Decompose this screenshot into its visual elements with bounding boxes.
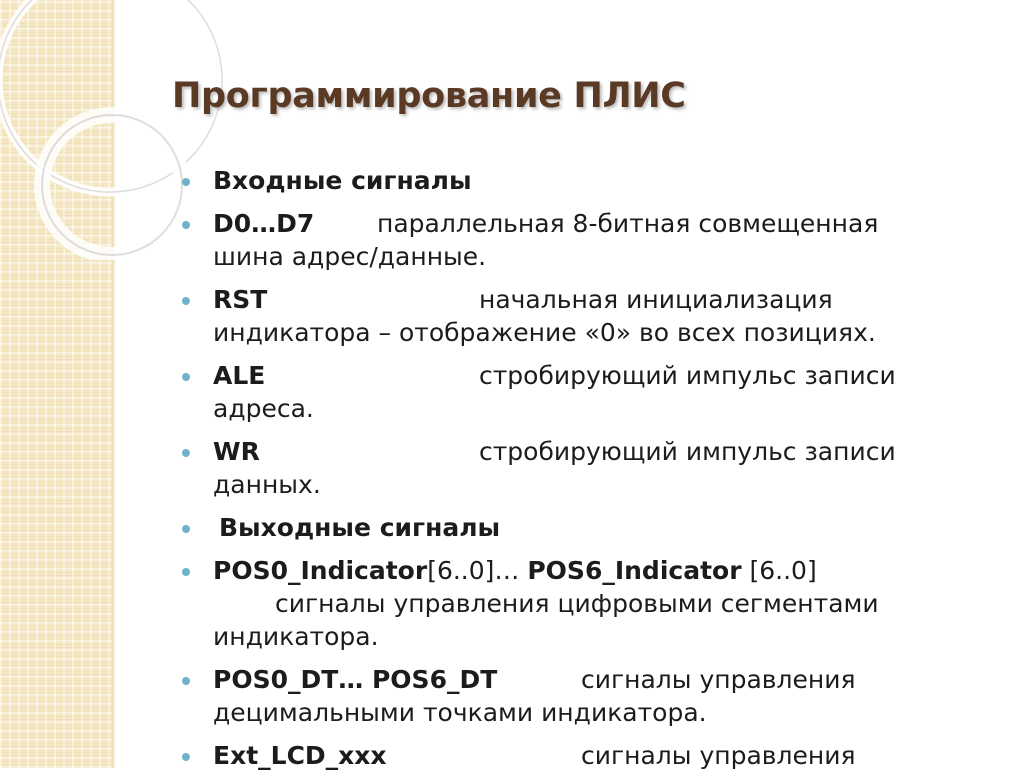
signal-name-2: POS6_Indicator [527, 556, 742, 585]
list-item [180, 435, 970, 501]
signal-description-cont: индикатора – отображение «0» во всех позициях. [213, 318, 876, 347]
list-item [180, 283, 970, 349]
signal-description: сигналы управления цифровыми сегментами [275, 589, 879, 618]
signal-range: [6..0]… [427, 556, 520, 585]
list-item [180, 164, 970, 197]
list-item [180, 359, 970, 425]
signal-name: Ext_LCD_xxx [213, 741, 387, 770]
signal-range-2: [6..0] [749, 556, 817, 585]
slide-title: Программирование ПЛИС [172, 76, 686, 116]
signal-description: параллельная 8-битная совмещенная [377, 209, 879, 238]
signal-name: ALE [213, 361, 266, 390]
list-item [180, 739, 970, 772]
signal-name: WR [213, 437, 260, 466]
signal-name: POS0_Indicator [213, 556, 428, 585]
section-heading-outputs: Выходные сигналы [219, 513, 501, 542]
list-item [180, 207, 970, 273]
bullet-list [180, 164, 970, 782]
signal-description: сигналы управления [581, 665, 856, 694]
signal-description: сигналы управления [581, 741, 856, 770]
signal-name: D0…D7 [213, 209, 315, 238]
signal-description: стробирующий импульс записи [479, 437, 896, 466]
signal-description-cont: децимальными точками индикатора. [213, 698, 707, 727]
signal-description: начальная инициализация [479, 285, 833, 314]
signal-description: стробирующий импульс записи [479, 361, 896, 390]
signal-description-cont: шина адрес/данные. [213, 242, 487, 271]
section-heading-inputs: Входные сигналы [213, 166, 472, 195]
list-item [180, 663, 970, 729]
list-item [180, 511, 970, 544]
list-item [180, 554, 970, 653]
signal-name: POS0_DT… POS6_DT [213, 665, 498, 694]
signal-name: RST [213, 285, 268, 314]
signal-description-cont: данных. [213, 470, 321, 499]
signal-description-cont: адреса. [213, 394, 314, 423]
signal-description-cont: индикатора. [213, 622, 379, 651]
